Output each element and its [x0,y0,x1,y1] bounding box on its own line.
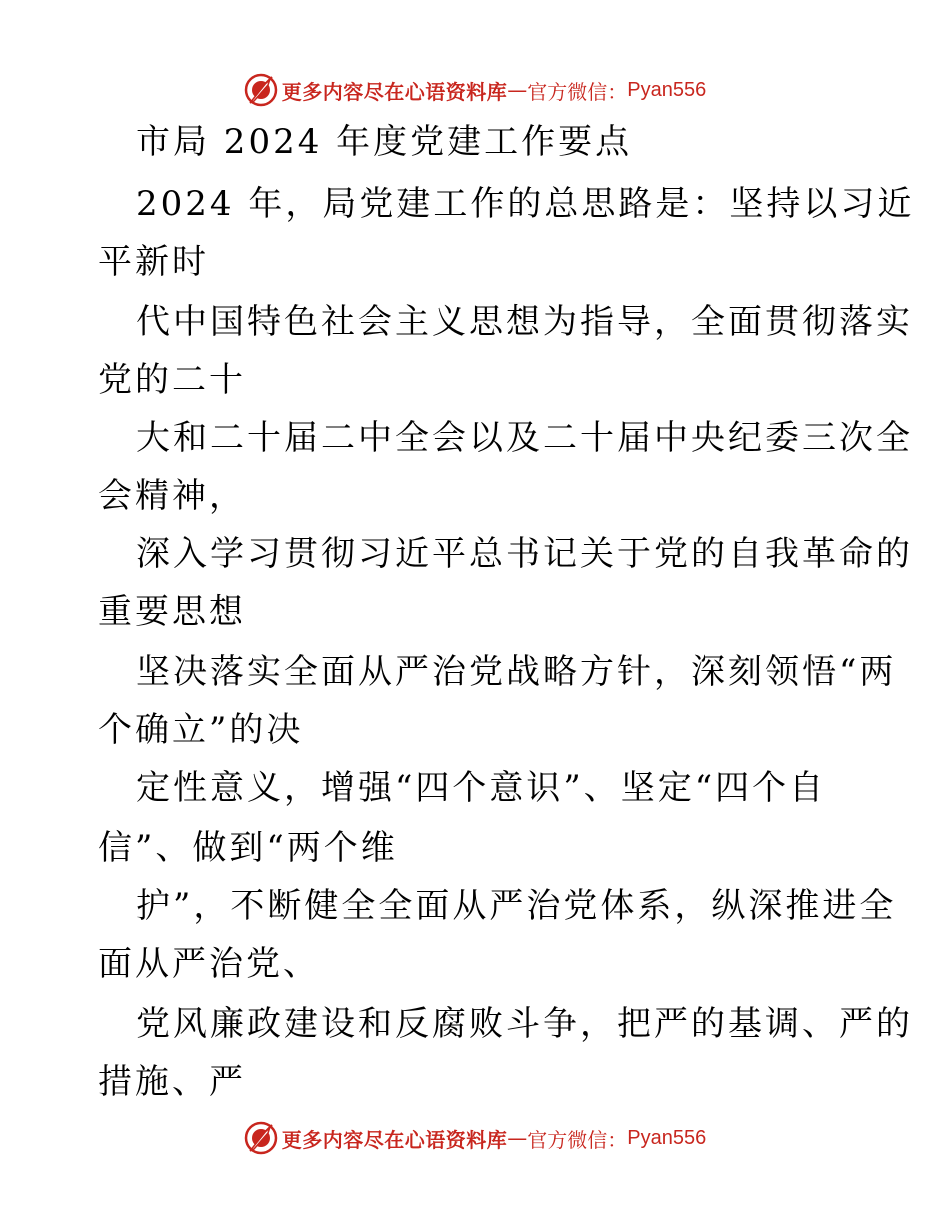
watermark-site-name: 更多内容尽在心语资料库 [281,1127,508,1152]
paragraph-line-2: 平新时 [98,242,209,282]
paragraph-line-7: 深入学习贯彻习近平总书记关于党的自我革命的 [136,534,913,574]
paragraph-line-15: 党风廉政建设和反腐败斗争，把严的基调、严的 [136,1004,913,1044]
paragraph-line-14: 面从严治党、 [98,944,320,984]
paragraph-line-6: 会精神， [98,476,246,516]
paragraph-line-10: 个确立”的决 [98,710,304,750]
watermark-separator: — [507,78,528,102]
paragraph-line-16: 措施、严 [98,1062,246,1102]
paragraph-line-4: 党的二十 [98,360,246,400]
paragraph-line-13: 护”，不断健全全面从严治党体系，纵深推进全 [136,886,897,926]
quill-logo-icon [244,73,278,107]
quill-logo-icon [244,1121,278,1155]
watermark-wechat-label: 官方微信： [527,1127,628,1152]
watermark-header [0,70,950,110]
paragraph-line-12: 信”、做到“两个维 [98,828,398,868]
paragraph-line-8: 重要思想 [98,592,246,632]
paragraph-line-9: 坚决落实全面从严治党战略方针，深刻领悟“两 [136,652,897,692]
paragraph-line-11: 定性意义，增强“四个意识”、坚定“四个自 [136,768,827,808]
paragraph-line-3: 代中国特色社会主义思想为指导，全面贯彻落实 [136,302,913,342]
document-title: 市局 2024 年度党建工作要点 [136,122,633,162]
watermark-site-name: 更多内容尽在心语资料库 [281,79,508,104]
watermark-footer [0,1118,950,1158]
paragraph-line-1: 2024 年，局党建工作的总思路是：坚持以习近 [136,184,915,224]
watermark-wechat-id: Pyan556 [627,78,707,101]
watermark-wechat-id: Pyan556 [627,1126,707,1149]
paragraph-line-5: 大和二十届二中全会以及二十届中央纪委三次全 [136,418,913,458]
watermark-wechat-label: 官方微信： [527,79,628,104]
watermark-separator: — [507,1126,528,1150]
